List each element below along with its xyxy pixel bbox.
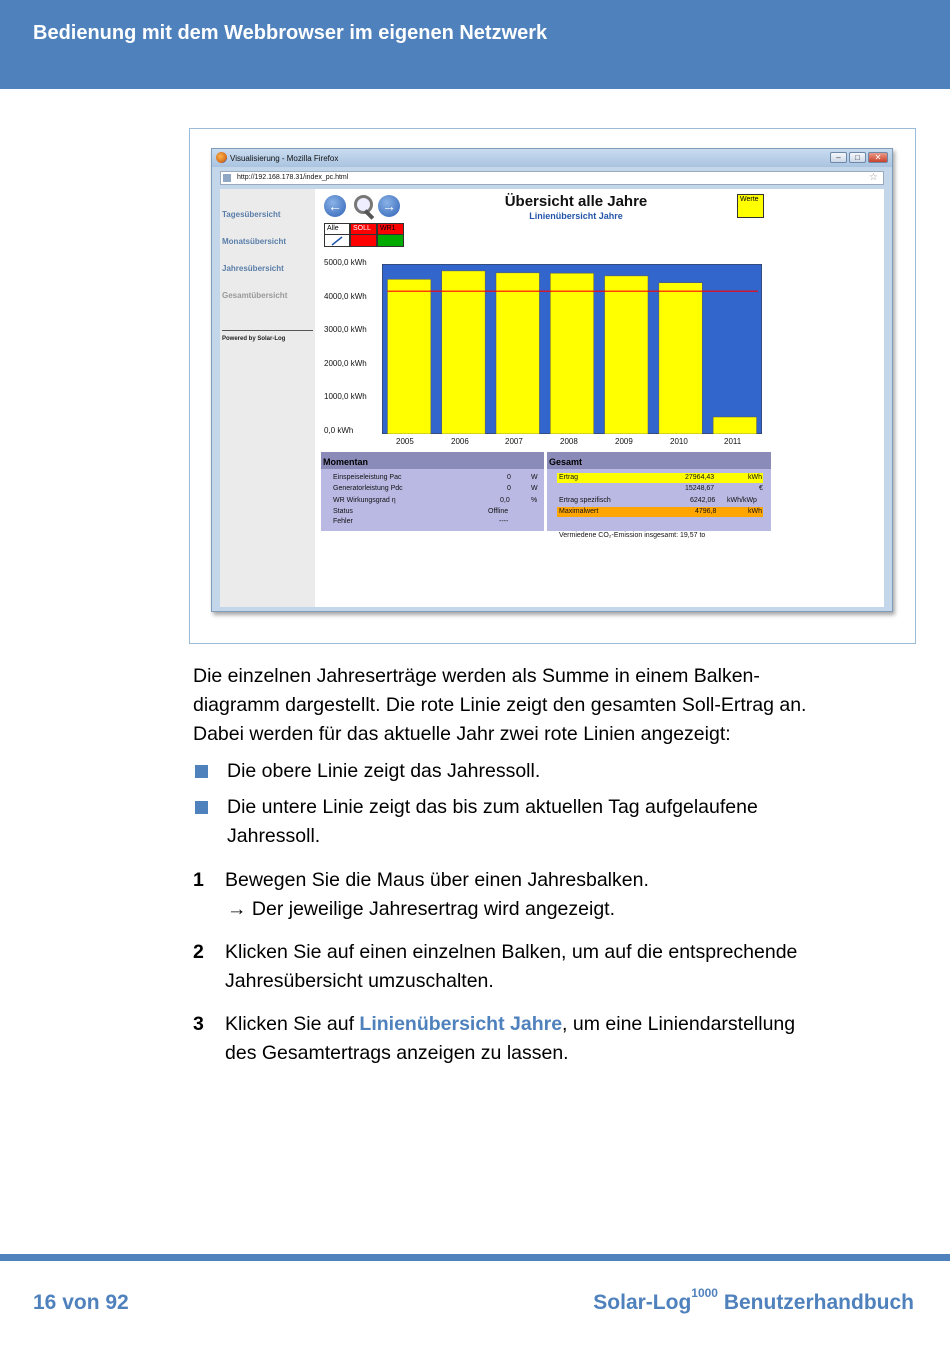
chart-title: Übersicht alle Jahre <box>504 193 648 210</box>
toggle-wr1-swatch <box>378 234 403 246</box>
sidebar-item-tagesuebersicht[interactable]: Tagesübersicht <box>222 210 281 219</box>
site-icon <box>223 174 231 182</box>
chart-bar[interactable] <box>496 273 539 434</box>
bullet-text: Die untere Linie zeigt das bis zum aktuellen Tag aufgelaufene <box>227 796 758 818</box>
line-icon <box>325 234 349 246</box>
footer-product: Solar-Log <box>593 1291 692 1314</box>
footer-sup: 1000 <box>691 1286 718 1300</box>
gesamt-label: Ertrag spezifisch <box>559 497 611 504</box>
gesamt-unit: € <box>759 485 763 492</box>
address-bar[interactable] <box>220 171 884 185</box>
y-tick-label: 3000,0 kWh <box>324 325 367 334</box>
y-tick-label: 5000,0 kWh <box>324 258 367 267</box>
chart-bar[interactable] <box>659 283 702 434</box>
intro-line: Dabei werden für das aktuelle Jahr zwei rote Linien angezeigt: <box>193 723 731 745</box>
step-text-post: , um eine Liniendarstellung <box>562 1013 796 1035</box>
step-number: 3 <box>193 1013 204 1035</box>
url-text: http://192.168.178.31/index_pc.html <box>237 174 349 181</box>
toggle-wr1[interactable] <box>377 223 404 247</box>
page-header <box>0 0 950 89</box>
bullet-text: Jahressoll. <box>227 825 321 847</box>
toggle-wr1-label: WR1 <box>380 225 396 232</box>
momentan-value: 0 <box>507 474 511 481</box>
intro-line: diagramm dargestellt. Die rote Linie zeigt den gesamten Soll-Ertrag an. <box>193 694 807 716</box>
momentan-value: ---- <box>499 518 509 525</box>
sidebar-item-gesamtuebersicht[interactable]: Gesamtübersicht <box>222 291 288 300</box>
momentan-label: Einspeiseleistung Pac <box>333 474 402 481</box>
momentan-value: 0,0 <box>500 497 510 504</box>
momentan-title: Momentan <box>323 457 368 467</box>
window-title: Visualisierung - Mozilla Firefox <box>230 154 339 163</box>
step-text: Klicken Sie auf einen einzelnen Balken, um auf die entsprechende <box>225 941 798 963</box>
page-number: 16 von 92 <box>33 1291 129 1314</box>
bullet-square-icon <box>195 801 208 814</box>
chart-bar[interactable] <box>550 273 593 434</box>
toggle-soll[interactable] <box>350 223 377 247</box>
back-arrow-icon[interactable]: ← <box>324 195 346 217</box>
step-number: 2 <box>193 941 204 963</box>
gesamt-unit: kWh <box>748 474 762 481</box>
bar-chart <box>382 264 762 434</box>
header-title: Bedienung mit dem Webbrowser im eigenen Netzwerk <box>33 22 548 44</box>
bullet-text: Die obere Linie zeigt das Jahressoll. <box>227 760 541 782</box>
ertrag-highlight <box>557 473 763 483</box>
y-tick-label: 1000,0 kWh <box>324 392 367 401</box>
gesamt-header <box>547 452 771 469</box>
zoom-magnifier-icon[interactable] <box>354 195 376 219</box>
momentan-unit: W <box>531 485 538 492</box>
powered-by: Powered by Solar-Log <box>222 336 286 342</box>
y-tick-label: 2000,0 kWh <box>324 359 367 368</box>
momentan-label: Fehler <box>333 518 353 525</box>
werte-button[interactable] <box>737 194 764 218</box>
gesamt-label: Maximalwert <box>559 508 599 515</box>
browser-window <box>211 148 893 612</box>
chart-bar[interactable] <box>442 271 485 434</box>
bullet-square-icon <box>195 765 208 778</box>
y-tick-label: 0,0 kWh <box>324 426 354 435</box>
x-tick-label: 2005 <box>396 437 414 446</box>
gesamt-title: Gesamt <box>549 457 583 467</box>
bookmark-star-icon[interactable]: ☆ <box>869 172 878 183</box>
gesamt-value: 6242,06 <box>690 497 716 504</box>
step-text: des Gesamtertrags anzeigen zu lassen. <box>225 1042 569 1064</box>
gesamt-unit: kWh/kWp <box>727 497 757 504</box>
momentan-unit: W <box>531 474 538 481</box>
gesamt-value: 15248,67 <box>685 485 715 492</box>
chart-link-linienuebersicht[interactable]: Linienübersicht Jahre <box>529 211 623 221</box>
step-result: → Der jeweilige Jahresertrag wird angezeigt. <box>227 898 616 920</box>
sidebar-item-jahresuebersicht[interactable]: Jahresübersicht <box>222 264 284 273</box>
toggle-alle[interactable] <box>324 223 350 247</box>
footer-title <box>593 1286 914 1315</box>
firefox-icon <box>216 152 227 163</box>
maximize-button[interactable]: □ <box>849 152 866 163</box>
x-tick-label: 2007 <box>505 437 523 446</box>
chart-bar[interactable] <box>605 276 648 434</box>
x-tick-label: 2010 <box>670 437 688 446</box>
co2-emission: Vermiedene CO₂-Emission insgesamt: 19,57 to <box>559 532 706 539</box>
info-panel <box>321 452 771 531</box>
close-button[interactable]: ✕ <box>868 152 888 163</box>
step-text <box>225 1010 795 1039</box>
minimize-button[interactable]: – <box>830 152 847 163</box>
step-text: Jahresübersicht umzuschalten. <box>225 970 494 992</box>
gesamt-unit: kWh <box>748 508 762 515</box>
toggle-soll-label: SOLL <box>353 225 371 232</box>
step-text-pre: Klicken Sie auf <box>225 1013 360 1035</box>
gesamt-value: 27964,43 <box>685 474 715 481</box>
x-tick-label: 2006 <box>451 437 469 446</box>
momentan-value: Offline <box>488 508 509 515</box>
page-content <box>220 189 884 607</box>
momentan-unit: % <box>531 497 538 504</box>
momentan-value: 0 <box>507 485 511 492</box>
footer-rule <box>0 1254 950 1261</box>
sidebar <box>220 189 315 607</box>
gesamt-value: 4796,8 <box>695 508 717 515</box>
x-tick-label: 2011 <box>724 437 742 446</box>
momentan-header <box>321 452 544 469</box>
browser-titlebar <box>212 149 892 167</box>
linienuebersicht-link[interactable]: Linienübersicht Jahre <box>359 1013 563 1035</box>
step-text: Bewegen Sie die Maus über einen Jahresbalken. <box>225 869 649 891</box>
y-tick-label: 4000,0 kWh <box>324 292 367 301</box>
x-tick-label: 2009 <box>615 437 633 446</box>
sidebar-item-monatsuebersicht[interactable]: Monatsübersicht <box>222 237 287 246</box>
toggle-alle-label: Alle <box>327 225 339 232</box>
momentan-label: WR Wirkungsgrad η <box>333 497 396 504</box>
gesamt-label: Ertrag <box>559 474 579 481</box>
momentan-label: Status <box>333 508 353 515</box>
sidebar-divider <box>222 330 313 331</box>
x-tick-label: 2008 <box>560 437 578 446</box>
footer-doc: Benutzerhandbuch <box>717 1291 914 1314</box>
intro-line: Die einzelnen Jahreserträge werden als Summe in einem Balken- <box>193 665 760 687</box>
momentan-label: Generatorleistung Pdc <box>333 485 403 492</box>
chart-bar[interactable] <box>387 279 430 434</box>
forward-arrow-icon[interactable]: → <box>378 195 400 217</box>
step-number: 1 <box>193 869 204 891</box>
werte-label: Werte <box>740 196 759 203</box>
chart-bar[interactable] <box>713 417 756 434</box>
panel-divider <box>544 452 547 531</box>
toggle-soll-swatch <box>351 234 376 246</box>
